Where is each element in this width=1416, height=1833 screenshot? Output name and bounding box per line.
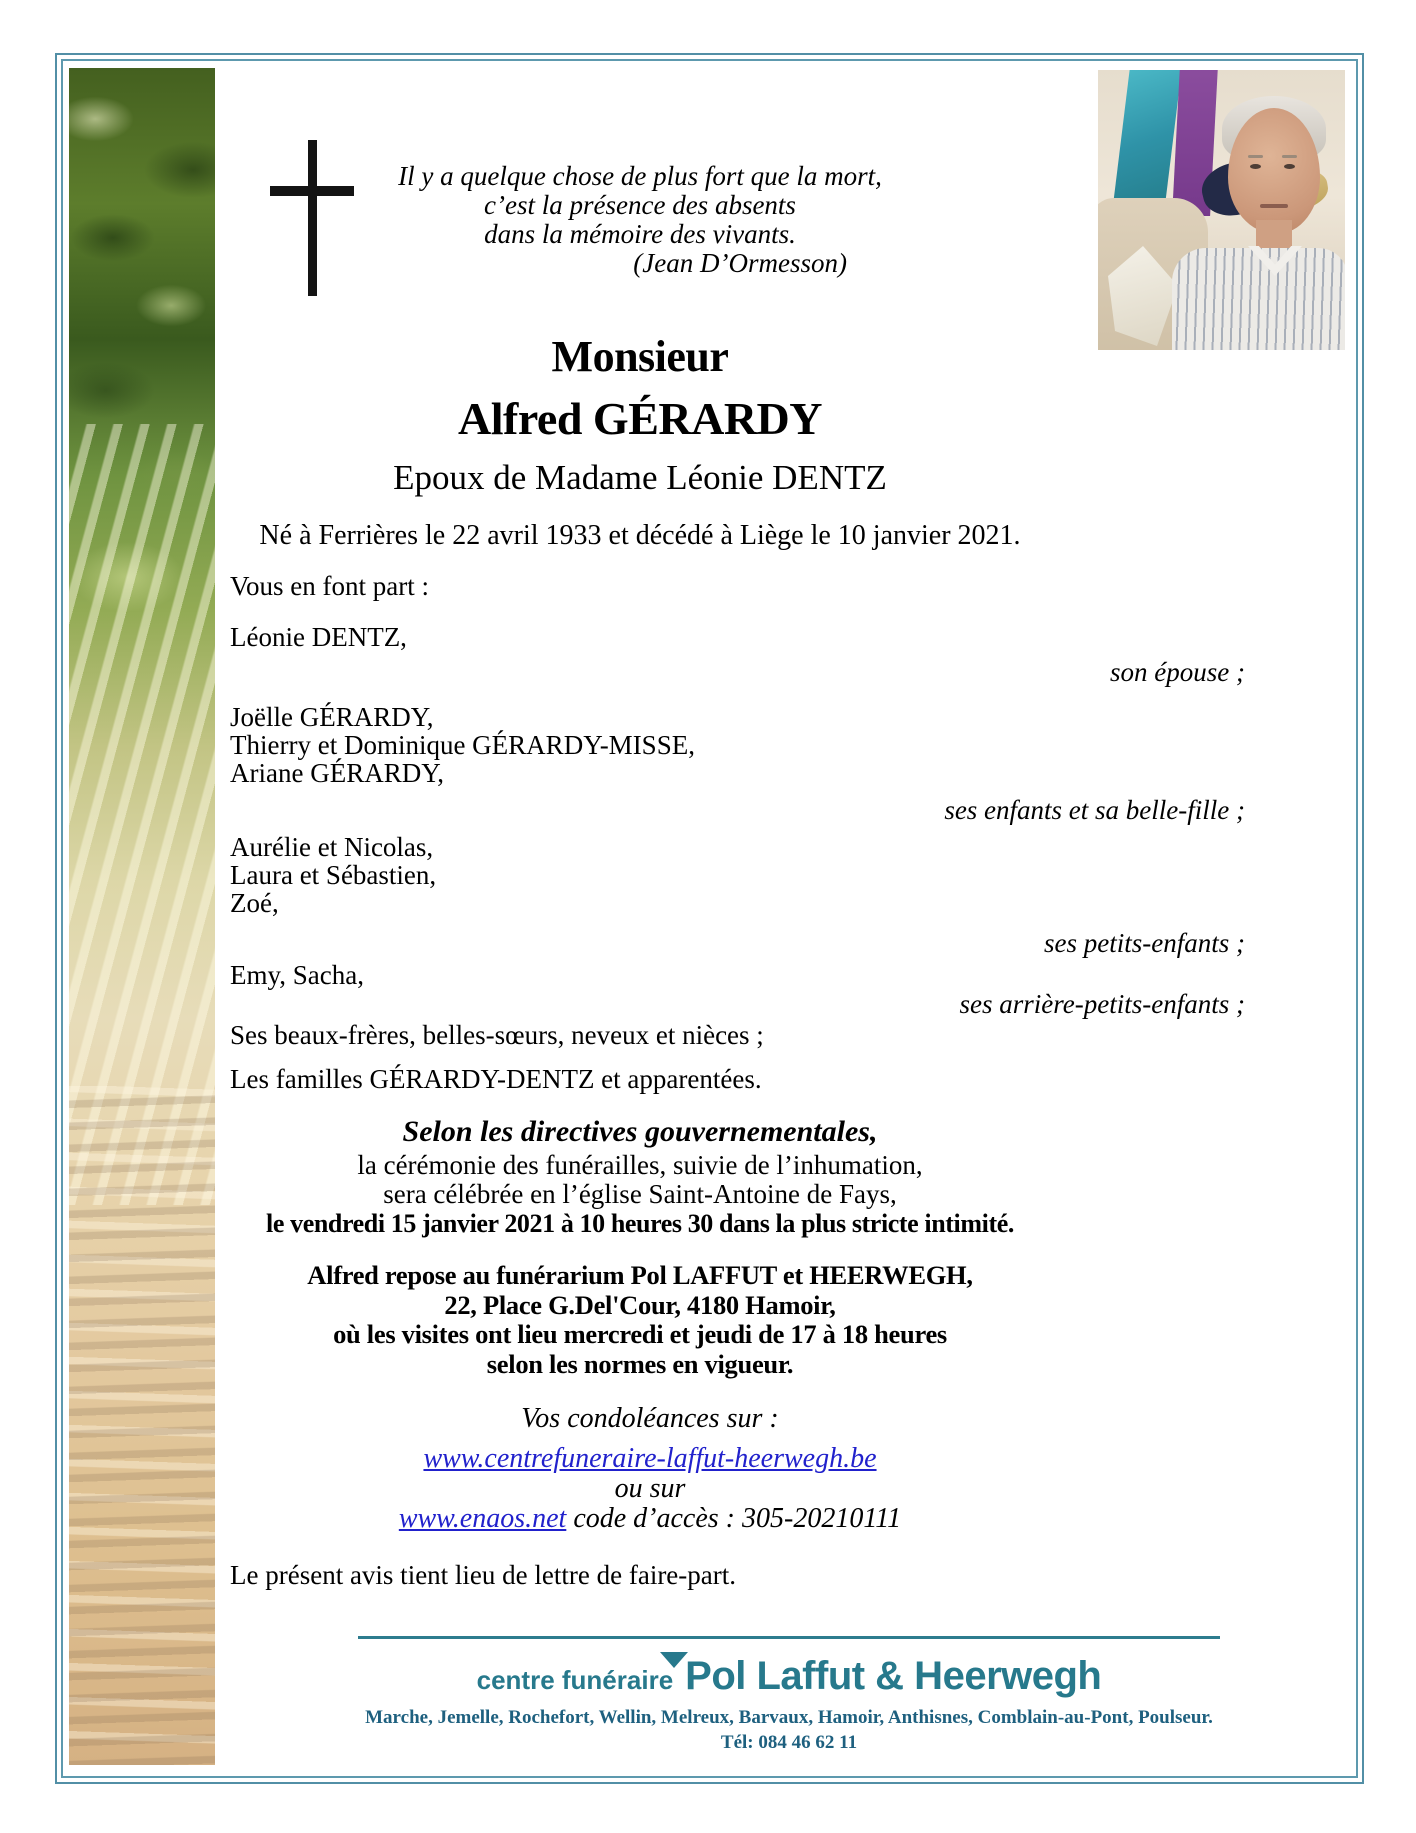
funeral-home-logo bbox=[358, 1654, 1220, 1699]
cross-icon bbox=[270, 140, 354, 296]
family-name: Léonie DENTZ, bbox=[230, 622, 407, 652]
family-name: Zoé, bbox=[230, 888, 279, 918]
footer-divider-line bbox=[358, 1636, 1220, 1639]
family-relation: son épouse ; bbox=[1110, 657, 1245, 687]
family-families-line: Les familles GÉRARDY-DENTZ et apparentées. bbox=[230, 1064, 762, 1094]
deceased-civility: Monsieur bbox=[551, 332, 729, 381]
family-name: Joëlle GÉRARDY, bbox=[230, 702, 434, 732]
faire-part-notice: Le présent avis tient lieu de lettre de faire-part. bbox=[230, 1560, 737, 1590]
condolences-access-code: code d’accès : 305-20210111 bbox=[573, 1503, 902, 1534]
deceased-life-dates: Né à Ferrières le 22 avril 1933 et décédé à Liège le 10 janvier 2021. bbox=[259, 520, 1021, 551]
photo-teal-fabric bbox=[1114, 70, 1183, 200]
ceremony-line: sera célébrée en l’église Saint-Antoine de Fays, bbox=[383, 1179, 897, 1209]
quote-attribution: (Jean D’Ormesson) bbox=[633, 248, 847, 278]
quote-line: Il y a quelque chose de plus fort que la mort, bbox=[398, 161, 882, 191]
footer-locations: Marche, Jemelle, Rochefort, Wellin, Melreux, Barvaux, Hamoir, Anthisnes, Comblain-au-Pont, Poulseur. bbox=[365, 1707, 1213, 1728]
quote-line: dans la mémoire des vivants. bbox=[484, 219, 796, 249]
photo-man-face bbox=[1228, 108, 1320, 234]
condolences-ou-sur: ou sur bbox=[614, 1473, 686, 1504]
repose-norms-line: selon les normes en vigueur. bbox=[486, 1348, 794, 1379]
family-name: Thierry et Dominique GÉRARDY-MISSE, bbox=[230, 730, 695, 760]
repose-section bbox=[230, 1261, 1050, 1379]
condolences-section bbox=[230, 1404, 1070, 1534]
condolences-intro: Vos condoléances sur : bbox=[521, 1403, 779, 1434]
family-relation: ses enfants et sa belle-fille ; bbox=[944, 795, 1245, 825]
deceased-title-block bbox=[230, 333, 1050, 550]
ceremony-section bbox=[230, 1116, 1050, 1238]
deceased-spouse-line: Epoux de Madame Léonie DENTZ bbox=[393, 458, 887, 497]
family-announcement bbox=[230, 572, 1245, 1093]
memorial-quote bbox=[398, 161, 882, 278]
quote-line: c’est la présence des absents bbox=[484, 190, 796, 220]
ceremony-date-line: le vendredi 15 janvier 2021 à 10 heures 30 dans la plus stricte intimité. bbox=[266, 1209, 1014, 1238]
logo-name: Pol Laffut & Heerwegh bbox=[685, 1654, 1102, 1698]
ceremony-directive: Selon les directives gouvernementales, bbox=[402, 1115, 878, 1148]
family-name: Laura et Sébastien, bbox=[230, 860, 437, 890]
family-name: Ariane GÉRARDY, bbox=[230, 758, 444, 788]
funeral-home-footer bbox=[358, 1636, 1220, 1754]
condolences-link-centrefuneraire[interactable]: www.centrefuneraire-laffut-heerwegh.be bbox=[423, 1443, 877, 1474]
logo-prefix: centre funéraire bbox=[476, 1665, 674, 1695]
forest-path-side-image bbox=[69, 68, 215, 1765]
photo-man-shirt bbox=[1172, 248, 1345, 350]
family-name-group bbox=[230, 703, 1245, 787]
portrait-photo bbox=[1098, 70, 1345, 350]
repose-address-line: 22, Place G.Del'Cour, 4180 Hamoir, bbox=[444, 1289, 836, 1320]
family-name: Emy, Sacha, bbox=[230, 960, 364, 990]
family-others-line: Ses beaux-frères, belles-sœurs, neveux et nièces ; bbox=[230, 1020, 764, 1050]
ceremony-line: la cérémonie des funérailles, suivie de l’inhumation, bbox=[357, 1150, 923, 1180]
repose-visits-line: où les visites ont lieu mercredi et jeudi de 17 à 18 heures bbox=[333, 1319, 947, 1349]
family-name: Aurélie et Nicolas, bbox=[230, 832, 434, 862]
deceased-name: Alfred GÉRARDY bbox=[458, 393, 822, 444]
family-name-group bbox=[230, 833, 1245, 917]
announcement-intro: Vous en font part : bbox=[230, 571, 429, 601]
family-relation: ses arrière-petits-enfants ; bbox=[959, 989, 1245, 1019]
family-relation: ses petits-enfants ; bbox=[1044, 928, 1245, 958]
footer-phone: Tél: 084 46 62 11 bbox=[720, 1732, 858, 1753]
repose-line: Alfred repose au funérarium Pol LAFFUT et HEERWEGH, bbox=[307, 1260, 973, 1290]
condolences-link-enaos[interactable]: www.enaos.net bbox=[398, 1503, 567, 1534]
